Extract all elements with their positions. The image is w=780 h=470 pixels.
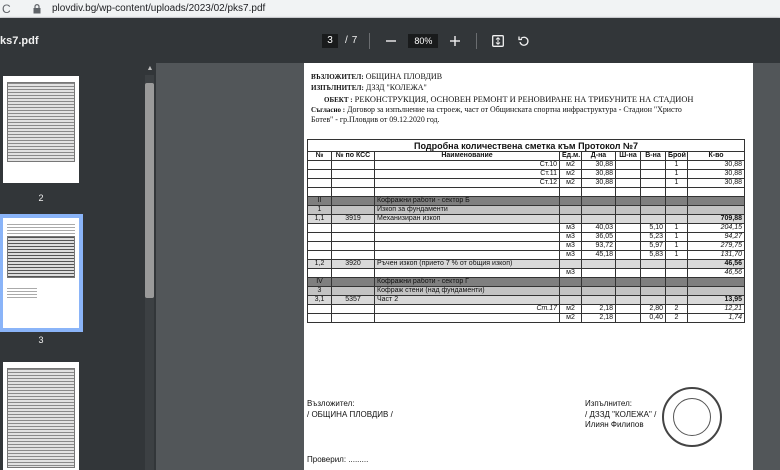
table-cell-n: 1	[308, 206, 332, 215]
table-cell-w	[616, 206, 641, 215]
table-cell-kss	[332, 287, 375, 296]
table-cell-kss	[332, 251, 375, 260]
table-cell-d: 2,18	[582, 314, 616, 323]
table-cell-n	[308, 170, 332, 179]
table-cell-n	[308, 314, 332, 323]
table-cell-w	[616, 224, 641, 233]
table-cell-d	[582, 287, 616, 296]
table-row	[308, 197, 745, 206]
table-cell-n	[308, 305, 332, 314]
thumbnail-content	[7, 236, 75, 278]
url-text[interactable]: plovdiv.bg/wp-content/uploads/2023/02/pks7.pdf	[52, 3, 266, 14]
table-cell-n	[308, 224, 332, 233]
table-cell-qty: 46,56	[688, 260, 745, 269]
table-cell-kss	[332, 161, 375, 170]
table-cell-h	[641, 287, 666, 296]
table-cell-n: 1,2	[308, 260, 332, 269]
table-cell-h: 5,23	[641, 233, 666, 242]
table-cell-cnt: 1	[666, 170, 688, 179]
table-cell-w	[616, 242, 641, 251]
table-cell-w	[616, 179, 641, 188]
table-cell-d	[582, 197, 616, 206]
table-cell-unit: м2	[560, 314, 582, 323]
table-cell-name	[375, 269, 560, 278]
table-cell-qty: 13,95	[688, 296, 745, 305]
table-cell-kss	[332, 206, 375, 215]
thumbnail-sidebar	[0, 63, 156, 470]
table-header-row	[308, 152, 745, 161]
fit-page-icon[interactable]	[489, 32, 507, 50]
table-row	[308, 179, 745, 188]
pdf-toolbar	[0, 18, 780, 63]
table-cell-n: 3,1	[308, 296, 332, 305]
table-cell-unit	[560, 296, 582, 305]
table-cell-w	[616, 233, 641, 242]
page-thumbnail[interactable]	[3, 362, 79, 470]
page-separator: /	[345, 35, 348, 46]
table-cell-h	[641, 170, 666, 179]
table-cell-w	[616, 314, 641, 323]
table-cell-n: 1,1	[308, 215, 332, 224]
table-cell-qty: 30,88	[688, 170, 745, 179]
header-contractor: ИЗПЪЛНИТЕЛ: ДЗЗД "КОЛЕЖА"	[311, 83, 427, 92]
table-cell-d	[582, 278, 616, 287]
table-cell-h	[641, 296, 666, 305]
table-cell-unit	[560, 260, 582, 269]
table-row	[308, 278, 745, 287]
table-cell-qty: 204,15	[688, 224, 745, 233]
table-cell-d: 36,05	[582, 233, 616, 242]
table-cell-d: 40,03	[582, 224, 616, 233]
table-cell-h	[641, 269, 666, 278]
table-row	[308, 206, 745, 215]
table-cell-unit: м3	[560, 269, 582, 278]
table-cell-name	[375, 242, 560, 251]
table-cell-name	[375, 251, 560, 260]
table-cell-kss	[332, 188, 375, 197]
table-row	[308, 242, 745, 251]
scrollbar-thumb[interactable]	[145, 83, 154, 298]
table-cell-d: 30,88	[582, 161, 616, 170]
table-cell-w	[616, 269, 641, 278]
column-header: №	[308, 152, 332, 161]
table-row	[308, 314, 745, 323]
table-cell-cnt	[666, 269, 688, 278]
table-cell-d: 45,18	[582, 251, 616, 260]
table-cell-kss: 3919	[332, 215, 375, 224]
table-cell-d: 30,88	[582, 179, 616, 188]
table-row	[308, 269, 745, 278]
zoom-level-input[interactable]: 80%	[408, 34, 438, 48]
table-cell-unit	[560, 278, 582, 287]
total-pages: 7	[351, 35, 358, 46]
table-cell-kss	[332, 305, 375, 314]
table-cell-kss	[332, 269, 375, 278]
table-row	[308, 215, 745, 224]
table-cell-name: Механизиран изкоп	[375, 215, 560, 224]
table-cell-qty: 709,88	[688, 215, 745, 224]
toolbar-divider	[476, 33, 477, 49]
table-cell-n	[308, 269, 332, 278]
table-cell-unit: м3	[560, 224, 582, 233]
table-cell-qty: 30,88	[688, 179, 745, 188]
table-cell-n	[308, 251, 332, 260]
scroll-up-arrow-icon[interactable]: ▲	[146, 65, 154, 72]
client-signature-label: Възложител:	[307, 399, 355, 408]
table-cell-unit	[560, 197, 582, 206]
table-cell-cnt	[666, 188, 688, 197]
table-cell-d: 30,88	[582, 170, 616, 179]
table-title-row	[308, 140, 745, 152]
table-cell-h	[641, 278, 666, 287]
table-cell-d	[582, 215, 616, 224]
table-cell-qty: 131,70	[688, 251, 745, 260]
table-cell-qty: 12,21	[688, 305, 745, 314]
table-cell-h: 5,10	[641, 224, 666, 233]
zoom-in-icon[interactable]	[446, 32, 464, 50]
table-cell-qty	[688, 197, 745, 206]
table-cell-h: 2,80	[641, 305, 666, 314]
table-cell-name: Ст.12	[375, 179, 560, 188]
table-cell-unit: м2	[560, 170, 582, 179]
table-cell-n: IV	[308, 278, 332, 287]
table-cell-cnt	[666, 260, 688, 269]
table-cell-n	[308, 179, 332, 188]
thumbnail-content	[7, 368, 75, 468]
client-signature-name: / ОБЩИНА ПЛОВДИВ /	[307, 410, 393, 419]
table-cell-cnt: 1	[666, 233, 688, 242]
table-cell-w	[616, 260, 641, 269]
thumbnail-content	[7, 82, 75, 162]
table-cell-unit: м2	[560, 305, 582, 314]
table-cell-kss: 3920	[332, 260, 375, 269]
table-cell-cnt: 2	[666, 314, 688, 323]
table-row	[308, 170, 745, 179]
column-header: В-на	[641, 152, 666, 161]
table-cell-name: Ръчен изкоп (прието 7 % от общия изкоп)	[375, 260, 560, 269]
header-client: ВЪЗЛОЖИТЕЛ: ОБЩИНА ПЛОВДИВ	[311, 72, 443, 81]
table-cell-name: Кофраж стени (над фундаменти)	[375, 287, 560, 296]
contractor-signature-name: / ДЗЗД "КОЛЕЖА" /	[585, 410, 657, 419]
header-object: ОБЕКТ : РЕКОНСТРУКЦИЯ, ОСНОВЕН РЕМОНТ И РЕНОВИРАНЕ НА ТРИБУНИТЕ НА СТАДИОН	[324, 95, 694, 104]
table-row	[308, 260, 745, 269]
table-cell-h	[641, 215, 666, 224]
table-cell-cnt	[666, 215, 688, 224]
rotate-icon[interactable]	[515, 32, 533, 50]
table-cell-cnt	[666, 206, 688, 215]
column-header: Д-на	[582, 152, 616, 161]
table-cell-qty	[688, 206, 745, 215]
table-cell-kss	[332, 242, 375, 251]
table-cell-d: 93,72	[582, 242, 616, 251]
table-cell-h: 0,40	[641, 314, 666, 323]
page-number-input[interactable]: 3	[322, 34, 338, 48]
table-cell-kss	[332, 197, 375, 206]
checked-by-label: Проверил: .........	[307, 455, 369, 464]
contractor-signature-label: Изпълнител:	[585, 399, 632, 408]
file-name: ks7.pdf	[0, 34, 39, 47]
column-header: № по КСС	[332, 152, 375, 161]
table-cell-h	[641, 206, 666, 215]
page-thumbnail-selected[interactable]	[3, 218, 79, 328]
table-cell-unit	[560, 188, 582, 197]
table-row	[308, 251, 745, 260]
table-cell-cnt: 1	[666, 161, 688, 170]
header-contract-cont: Ботев" - гр.Пловдив от 09.12.2020 год.	[311, 115, 440, 124]
table-cell-d	[582, 296, 616, 305]
table-cell-n	[308, 242, 332, 251]
table-row	[308, 287, 745, 296]
table-cell-kss	[332, 314, 375, 323]
table-cell-cnt	[666, 278, 688, 287]
table-cell-w	[616, 305, 641, 314]
table-row	[308, 305, 745, 314]
table-cell-h	[641, 161, 666, 170]
table-cell-unit: м2	[560, 161, 582, 170]
table-cell-w	[616, 251, 641, 260]
table-cell-cnt: 2	[666, 305, 688, 314]
table-cell-name: Ст.10	[375, 161, 560, 170]
column-header: Ш-на	[616, 152, 641, 161]
toolbar-divider	[369, 33, 370, 49]
table-cell-qty	[688, 287, 745, 296]
table-cell-name	[375, 233, 560, 242]
table-cell-d	[582, 188, 616, 197]
table-cell-h	[641, 188, 666, 197]
table-cell-unit: м3	[560, 242, 582, 251]
table-cell-h: 5,97	[641, 242, 666, 251]
table-cell-h	[641, 179, 666, 188]
table-cell-name: Изкоп за фундаменти	[375, 206, 560, 215]
column-header: К-во	[688, 152, 745, 161]
reload-icon[interactable]: C	[2, 1, 11, 16]
header-contract: Съгласно : Договор за изпълнение на строеж, част от Общинската спортна инфраструктура - Стадион "Христо	[311, 105, 682, 114]
table-cell-cnt	[666, 197, 688, 206]
table-cell-kss	[332, 233, 375, 242]
table-cell-d	[582, 260, 616, 269]
document-viewer[interactable]	[156, 63, 780, 470]
table-cell-cnt: 1	[666, 242, 688, 251]
table-cell-cnt: 1	[666, 251, 688, 260]
table-cell-name	[375, 224, 560, 233]
thumbnail-content	[7, 288, 37, 300]
stamp-inner-ring	[673, 398, 711, 436]
table-cell-n	[308, 188, 332, 197]
table-cell-name: Кофражни работи - сектор Б	[375, 197, 560, 206]
table-cell-cnt: 1	[666, 179, 688, 188]
table-title: Подробна количествена сметка към Протокол №7	[308, 140, 745, 152]
table-cell-qty: 94,27	[688, 233, 745, 242]
table-cell-d	[582, 206, 616, 215]
table-cell-cnt	[666, 296, 688, 305]
table-cell-kss: 5357	[332, 296, 375, 305]
table-cell-kss	[332, 224, 375, 233]
table-cell-name: Ст.17	[375, 305, 560, 314]
column-header: Наименование	[375, 152, 560, 161]
toolbar-controls	[322, 18, 533, 63]
address-bar[interactable]	[0, 0, 780, 18]
table-cell-unit: м3	[560, 251, 582, 260]
table-cell-kss	[332, 170, 375, 179]
table-row	[308, 188, 745, 197]
table-cell-unit: м3	[560, 233, 582, 242]
company-stamp	[662, 387, 722, 447]
table-cell-unit	[560, 287, 582, 296]
quantities-table	[307, 139, 745, 323]
table-cell-d: 2,18	[582, 305, 616, 314]
table-cell-unit	[560, 215, 582, 224]
table-cell-unit: м2	[560, 179, 582, 188]
table-cell-cnt	[666, 287, 688, 296]
thumbnail-label: 2	[38, 193, 44, 203]
table-cell-unit	[560, 206, 582, 215]
table-cell-w	[616, 161, 641, 170]
table-cell-w	[616, 188, 641, 197]
table-cell-name	[375, 188, 560, 197]
table-row	[308, 296, 745, 305]
table-row	[308, 233, 745, 242]
pdf-page	[304, 63, 753, 470]
table-cell-h	[641, 197, 666, 206]
table-cell-qty: 1,74	[688, 314, 745, 323]
table-cell-cnt: 1	[666, 224, 688, 233]
thumbnail-content	[7, 224, 75, 234]
table-cell-n: II	[308, 197, 332, 206]
contractor-person: Илиян Филипов	[585, 420, 644, 429]
table-cell-kss	[332, 278, 375, 287]
table-cell-h	[641, 260, 666, 269]
table-cell-qty: 46,56	[688, 269, 745, 278]
table-cell-w	[616, 278, 641, 287]
table-cell-name: Кофражни работи - сектор Г	[375, 278, 560, 287]
table-cell-n	[308, 233, 332, 242]
table-cell-qty: 30,88	[688, 161, 745, 170]
table-cell-qty: 279,75	[688, 242, 745, 251]
table-cell-qty	[688, 188, 745, 197]
table-cell-w	[616, 215, 641, 224]
column-header: Ед.м.	[560, 152, 582, 161]
table-cell-n: 3	[308, 287, 332, 296]
lock-icon[interactable]	[30, 4, 44, 14]
table-cell-w	[616, 296, 641, 305]
table-cell-d	[582, 269, 616, 278]
table-row	[308, 161, 745, 170]
table-cell-w	[616, 170, 641, 179]
table-cell-kss	[332, 179, 375, 188]
thumbnail-label: 3	[38, 335, 44, 345]
table-cell-qty	[688, 278, 745, 287]
page-thumbnail[interactable]	[3, 76, 79, 183]
zoom-out-icon[interactable]	[382, 32, 400, 50]
table-cell-name: Част 2	[375, 296, 560, 305]
table-cell-w	[616, 287, 641, 296]
column-header: Брой	[666, 152, 688, 161]
table-cell-name: Ст.11	[375, 170, 560, 179]
table-cell-h: 5,83	[641, 251, 666, 260]
table-cell-name	[375, 314, 560, 323]
table-cell-w	[616, 197, 641, 206]
table-row	[308, 224, 745, 233]
table-cell-n	[308, 161, 332, 170]
